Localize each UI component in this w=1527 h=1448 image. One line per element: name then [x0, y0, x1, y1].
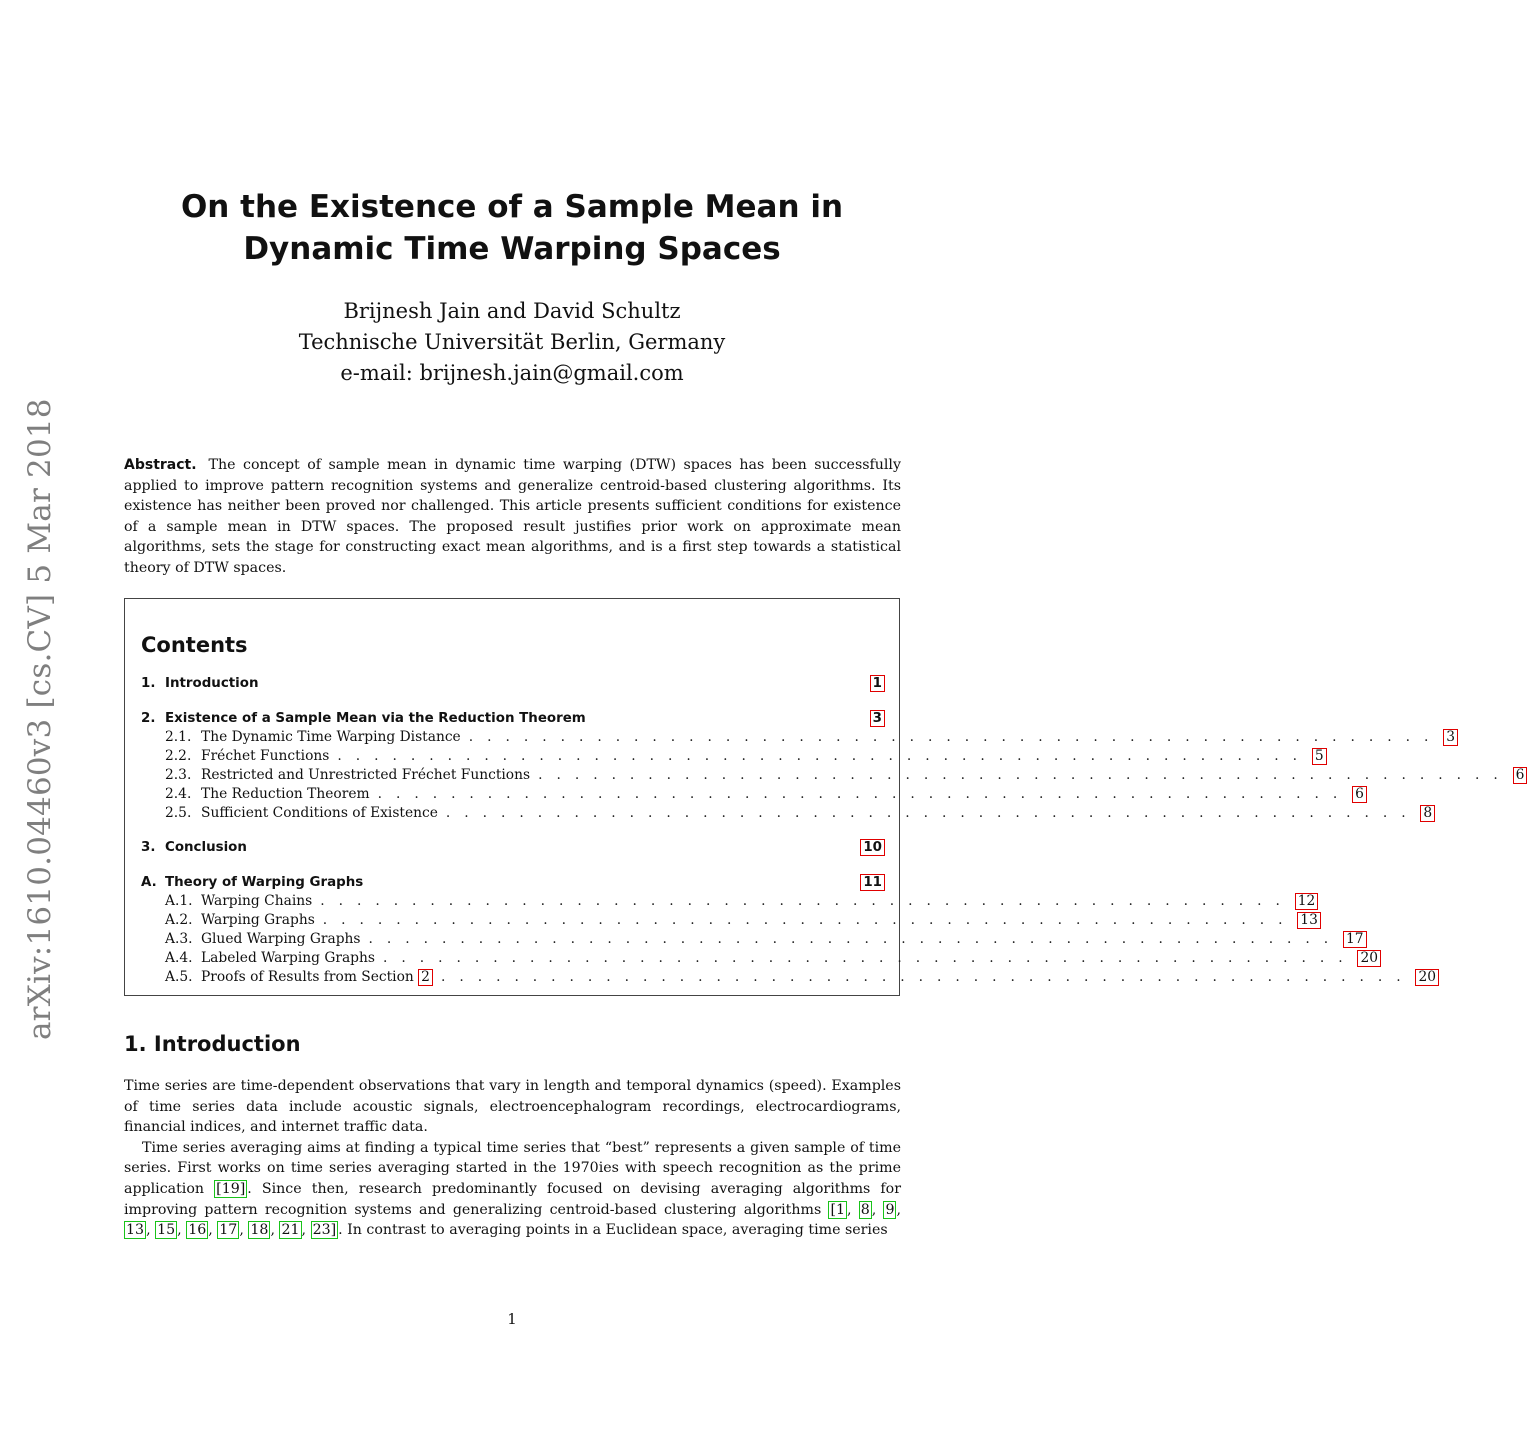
- toc-entry-glued-warping-graphs[interactable]: [141, 931, 1364, 950]
- toc-page-link[interactable]: 6: [1352, 786, 1367, 803]
- toc-title: Labeled Warping Graphs: [201, 950, 375, 966]
- toc-entry-warping-graphs[interactable]: [141, 912, 1318, 931]
- text-span: . In contrast to averaging points in a Euclidean space, averaging time series: [338, 1222, 888, 1239]
- toc-num: A.: [141, 875, 157, 890]
- email: e-mail: brijnesh.jain@gmail.com: [340, 361, 684, 385]
- toc-page-link[interactable]: 8: [1420, 805, 1435, 822]
- toc-title: The Reduction Theorem: [201, 786, 370, 802]
- toc-entry-proofs[interactable]: [141, 969, 1437, 988]
- toc-entry-conclusion[interactable]: [141, 839, 885, 858]
- citation-link[interactable]: 23]: [312, 1222, 337, 1239]
- citation-link[interactable]: 16: [188, 1222, 207, 1239]
- toc-page-link[interactable]: 3: [870, 710, 885, 727]
- toc-leader: . . . . . . . . . . . . . . . . . . . . . . . . . . . . . . . . . . . . . . . . . . . . . . . . . . . . .: [538, 767, 1503, 783]
- toc-page-link[interactable]: 1: [870, 675, 885, 692]
- section-heading-introduction: 1. Introduction: [124, 1032, 301, 1056]
- toc-num: 2.1.: [165, 729, 192, 745]
- author-block: [100, 296, 924, 389]
- toc-leader: . . . . . . . . . . . . . . . . . . . . . . . . . . . . . . . . . . . . . . . . . . . . . . . . . . . . .: [337, 748, 1302, 764]
- toc-num: 3.: [141, 840, 156, 855]
- toc-page-link[interactable]: 13: [1297, 912, 1321, 929]
- toc-entry-reduction-theorem[interactable]: [141, 786, 1364, 805]
- abstract-text: The concept of sample mean in dynamic time warping (DTW) spaces has been successfully applied to improve pattern recognition systems and generalize centroid-based clustering algorithms. Its existence has neither been proved nor challenged. This article presents sufficient conditions for existence of a sample mean in DTW spaces. The proposed result justifies prior work on approximate mean algorithms, sets the stage for constructing exact mean algorithms, and is a first step towards a statistical theory of DTW spaces.: [124, 457, 901, 576]
- toc-title: Restricted and Unrestricted Fréchet Functions: [201, 767, 531, 783]
- authors: Brijnesh Jain and David Schultz: [343, 299, 681, 323]
- section-ref-link[interactable]: 2: [418, 969, 433, 986]
- page-number: 1: [507, 1310, 517, 1328]
- citation-link[interactable]: 9: [885, 1201, 895, 1218]
- toc-title: Conclusion: [165, 840, 247, 855]
- title-line-2: Dynamic Time Warping Spaces: [243, 231, 781, 267]
- toc-entry-introduction[interactable]: [141, 675, 885, 694]
- toc-leader: . . . . . . . . . . . . . . . . . . . . . . . . . . . . . . . . . . . . . . . . . . . . . . . . . . . . .: [445, 805, 1411, 821]
- abstract: [124, 455, 901, 579]
- toc-num: 2.4.: [165, 786, 192, 802]
- toc-num: 2.3.: [165, 767, 192, 783]
- toc-entry-dtw-distance[interactable]: [141, 729, 1455, 748]
- toc-num: A.3.: [165, 931, 193, 947]
- toc-title: Proofs of Results from Section: [201, 969, 414, 985]
- toc-page-link[interactable]: 5: [1312, 748, 1327, 765]
- toc-title: Warping Graphs: [201, 912, 315, 928]
- toc-entry-warping-graphs-theory[interactable]: [141, 874, 885, 893]
- citation-link[interactable]: 17: [219, 1222, 238, 1239]
- table-of-contents: [124, 598, 1525, 996]
- toc-title: The Dynamic Time Warping Distance: [201, 729, 461, 745]
- toc-num: 2.2.: [165, 748, 192, 764]
- toc-title: Glued Warping Graphs: [201, 931, 361, 947]
- paragraph: Time series are time-dependent observations that vary in length and temporal dynamics (speed). Examples of time series data include acoustic signals, electroencephalogram recordings, electrocardiograms, financial indices, and internet traffic data.: [124, 1078, 901, 1136]
- toc-num: A.5.: [165, 969, 193, 985]
- toc-entry-frechet-functions[interactable]: [141, 748, 1324, 767]
- text-span: . Since then, research predominantly focused on devising averaging algorithms for improving pattern recognition systems and generalizing centroid-based clustering algorithms: [124, 1180, 902, 1218]
- toc-num: A.2.: [165, 912, 193, 928]
- title-line-1: On the Existence of a Sample Mean in: [180, 189, 844, 225]
- toc-title: Existence of a Sample Mean via the Reduction Theorem: [165, 711, 586, 726]
- toc-entry-warping-chains[interactable]: [141, 893, 1316, 912]
- toc-heading: Contents: [141, 633, 248, 657]
- toc-leader: . . . . . . . . . . . . . . . . . . . . . . . . . . . . . . . . . . . . . . . . . . . . . . . . . . . . .: [377, 786, 1343, 802]
- paper-title: [100, 186, 924, 270]
- toc-page-link[interactable]: 20: [1415, 969, 1439, 986]
- toc-page-link[interactable]: 3: [1443, 729, 1458, 746]
- paragraph: Time series averaging aims at finding a typical time series that “best” represents a given sample of time series. First works on time series averaging started in the 1970ies with speech recognition as the prime application [19] . Since then, research predominantly focused on devising averaging algorithms for improving pattern recognition systems and generalizing centroid-based clustering algorithms [1 , 8 , 9 , 13 , 15 , 16 , 17 , 18 , 21 , 23] . In contrast to averaging points in a Euclidean space, averaging time series: [124, 1139, 902, 1239]
- text-span: Time series averaging aims at finding a typical time series that “best” represents a given sample of time series. First works on time series averaging started in the 1970ies with speech recognition as the prime application: [124, 1139, 901, 1197]
- toc-leader: . . . . . . . . . . . . . . . . . . . . . . . . . . . . . . . . . . . . . . . . . . . . . . . . . . . . .: [322, 912, 1288, 928]
- citation-link[interactable]: [19]: [216, 1180, 246, 1197]
- toc-num: A.4.: [165, 950, 193, 966]
- citation-link[interactable]: 21: [281, 1222, 300, 1239]
- arxiv-sidebar-stamp: arXiv:1610.04460v3 [cs.CV] 5 Mar 2018: [22, 398, 58, 1040]
- toc-entry-labeled-warping-graphs[interactable]: [141, 950, 1379, 969]
- toc-title: Sufficient Conditions of Existence: [201, 805, 438, 821]
- toc-page-link[interactable]: 20: [1357, 950, 1381, 967]
- toc-page-link[interactable]: 10: [860, 839, 885, 856]
- toc-title: Introduction: [165, 676, 259, 691]
- toc-title: Warping Chains: [201, 893, 313, 909]
- toc-title: Theory of Warping Graphs: [165, 875, 364, 890]
- toc-entry-sufficient-conditions[interactable]: [141, 805, 1433, 824]
- toc-page-link[interactable]: 17: [1343, 931, 1367, 948]
- toc-page-link[interactable]: 6: [1513, 767, 1527, 784]
- toc-num: A.1.: [165, 893, 193, 909]
- toc-page-link[interactable]: 11: [860, 874, 885, 891]
- introduction-body: [124, 1076, 901, 1241]
- toc-entry-existence[interactable]: [141, 710, 885, 729]
- toc-title: Fréchet Functions: [201, 748, 330, 764]
- toc-entry-restricted-frechet[interactable]: [141, 767, 1525, 786]
- toc-leader: . . . . . . . . . . . . . . . . . . . . . . . . . . . . . . . . . . . . . . . . . . . . . . . . . . . . .: [382, 950, 1348, 966]
- toc-leader: . . . . . . . . . . . . . . . . . . . . . . . . . . . . . . . . . . . . . . . . . . . . . . . . . . . . .: [468, 729, 1434, 745]
- toc-leader: . . . . . . . . . . . . . . . . . . . . . . . . . . . . . . . . . . . . . . . . . . . . . . . . . . . . .: [320, 893, 1285, 909]
- toc-num: 2.: [141, 711, 156, 726]
- toc-leader: . . . . . . . . . . . . . . . . . . . . . . . . . . . . . . . . . . . . . . . . . . . . . . . . . . . . .: [440, 969, 1406, 985]
- citation-link[interactable]: [1: [830, 1201, 845, 1218]
- toc-num: 2.5.: [165, 805, 192, 821]
- abstract-label: Abstract.: [124, 457, 197, 473]
- citation-link[interactable]: 15: [157, 1222, 176, 1239]
- toc-num: 1.: [141, 676, 156, 691]
- toc-page-link[interactable]: 12: [1295, 893, 1319, 910]
- citation-link[interactable]: 8: [860, 1201, 870, 1218]
- citation-link[interactable]: 18: [250, 1222, 269, 1239]
- toc-leader: . . . . . . . . . . . . . . . . . . . . . . . . . . . . . . . . . . . . . . . . . . . . . . . . . . . . .: [368, 931, 1333, 947]
- citation-link[interactable]: 13: [126, 1222, 145, 1239]
- affiliation: Technische Universität Berlin, Germany: [298, 330, 726, 354]
